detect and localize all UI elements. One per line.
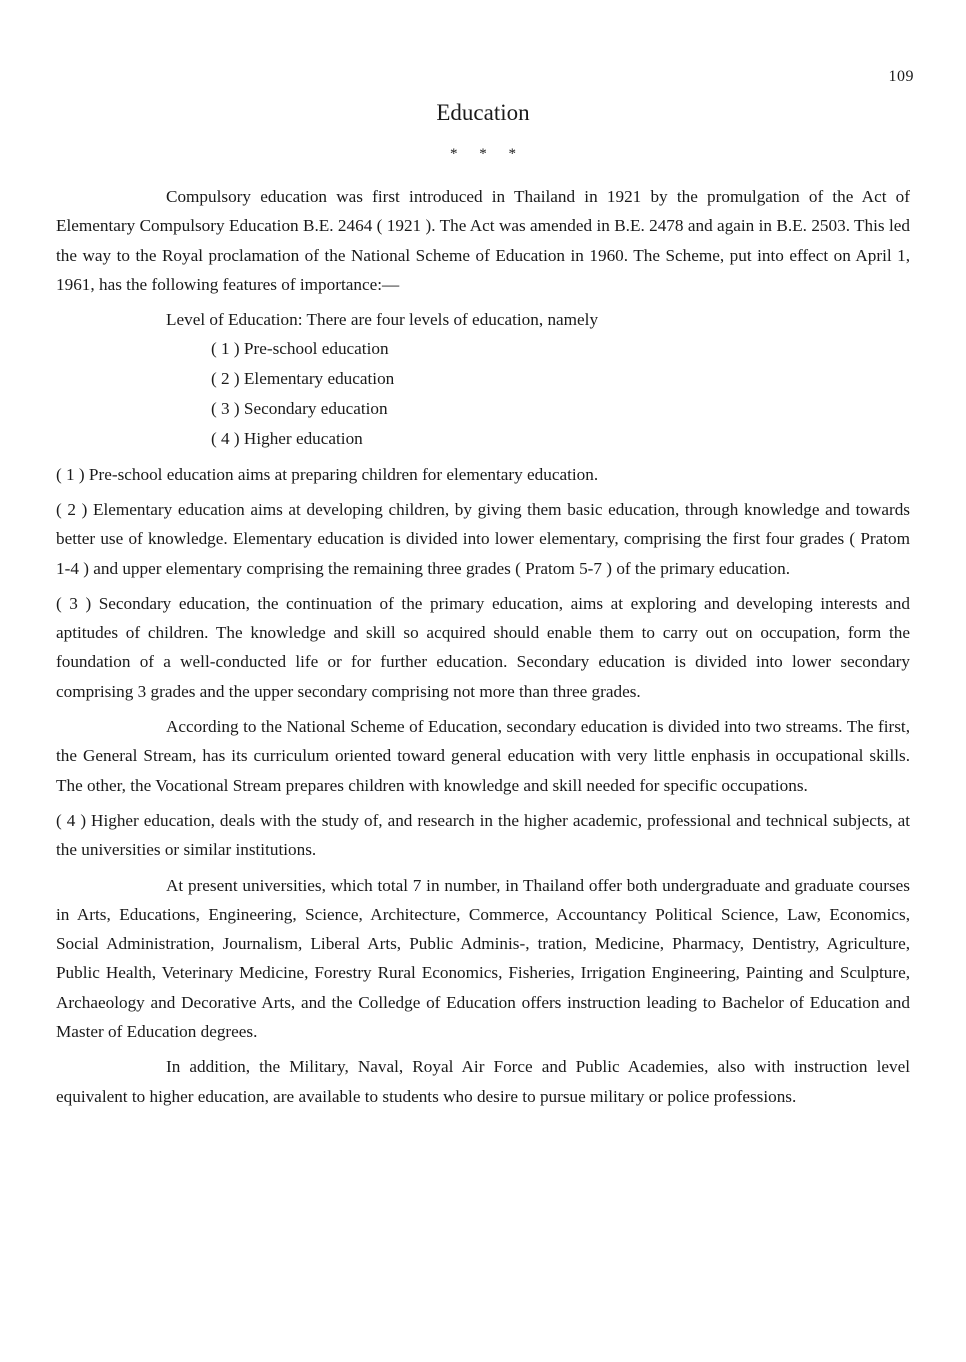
levels-list: [56, 334, 910, 453]
section-separator: * * *: [450, 146, 516, 162]
academies-paragraph: In addition, the Military, Naval, Royal Air Force and Public Academies, also with instruction level equivalent to higher education, are available to students who desire to pursue military or police professions.: [56, 1057, 910, 1106]
higher-education-paragraph: ( 4 ) Higher education, deals with the study of, and research in the higher academic, professional and technical subjects, at the universities or similar institutions.: [56, 810, 910, 860]
page-number: 109: [888, 68, 914, 85]
level-item-higher: ( 4 ) Higher education: [211, 428, 363, 448]
universities-paragraph: At present universities, which total 7 in number, in Thailand offer both undergraduate and graduate courses in Arts, Educations, Engineering, Science, Architecture, Commerce, Accountancy Political Science, Law, Economics, Social Administration, Journalism, Liberal Arts, Public Adminis-, tration, Medicine, Pharmacy, Dentistry, Agriculture, Public Health, Veterinary Medicine, Forestry Rural Economics, Fisheries, Irrigation Engineering, Painting and Sculpture, Archaeology and Decorative Arts, and the Colledge of Education offers instruction leading to Bachelor of Education and Master of Education degrees.: [56, 875, 910, 1042]
elementary-paragraph: ( 2 ) Elementary education aims at developing children, by giving them basic education, through knowledge and towards better use of knowledge. Elementary education is divided into lower elementary, comprising the first four grades ( Pratom 1-4 ) and upper elementary comprising the remaining three grades ( Pratom 5-7 ) of the primary education.: [56, 499, 910, 578]
page-title: Education: [436, 100, 530, 125]
preschool-paragraph: ( 1 ) Pre-school education aims at preparing children for elementary education.: [56, 464, 599, 484]
intro-paragraph: Compulsory education was first introduced in Thailand in 1921 by the promulgation of the Act of Elementary Compulsory Education B.E. 2464 ( 1921 ). The Act was amended in B.E. 2478 and again in B.E. 2503. This led the way to the Royal proclamation of the National Scheme of Education in 1960. The Scheme, put into effect on April 1, 1961, has the following features of importance:—: [56, 187, 910, 294]
level-item-preschool: ( 1 ) Pre-school education: [211, 339, 389, 359]
level-item-secondary: ( 3 ) Secondary education: [211, 399, 388, 419]
streams-paragraph: According to the National Scheme of Education, secondary education is divided into two streams. The first, the General Stream, has its curriculum oriented toward general education with very little enphasis in occupational skills. The other, the Vocational Stream prepares children with knowledge and skill needed for specific occupations.: [56, 717, 910, 795]
levels-intro: Level of Education: There are four levels of education, namely: [166, 310, 599, 330]
secondary-paragraph: ( 3 ) Secondary education, the continuation of the primary education, aims at exploring and developing interests and aptitudes of children. The knowledge and skill so acquired should enable them to carry out on occupation, form the foundation of a well-conducted life or for further education. Secondary education is divided into lower secondary comprising 3 grades and the upper secondary comprising not more than three grades.: [56, 593, 910, 701]
document-body: [56, 182, 910, 1117]
level-item-elementary: ( 2 ) Elementary education: [211, 369, 395, 389]
